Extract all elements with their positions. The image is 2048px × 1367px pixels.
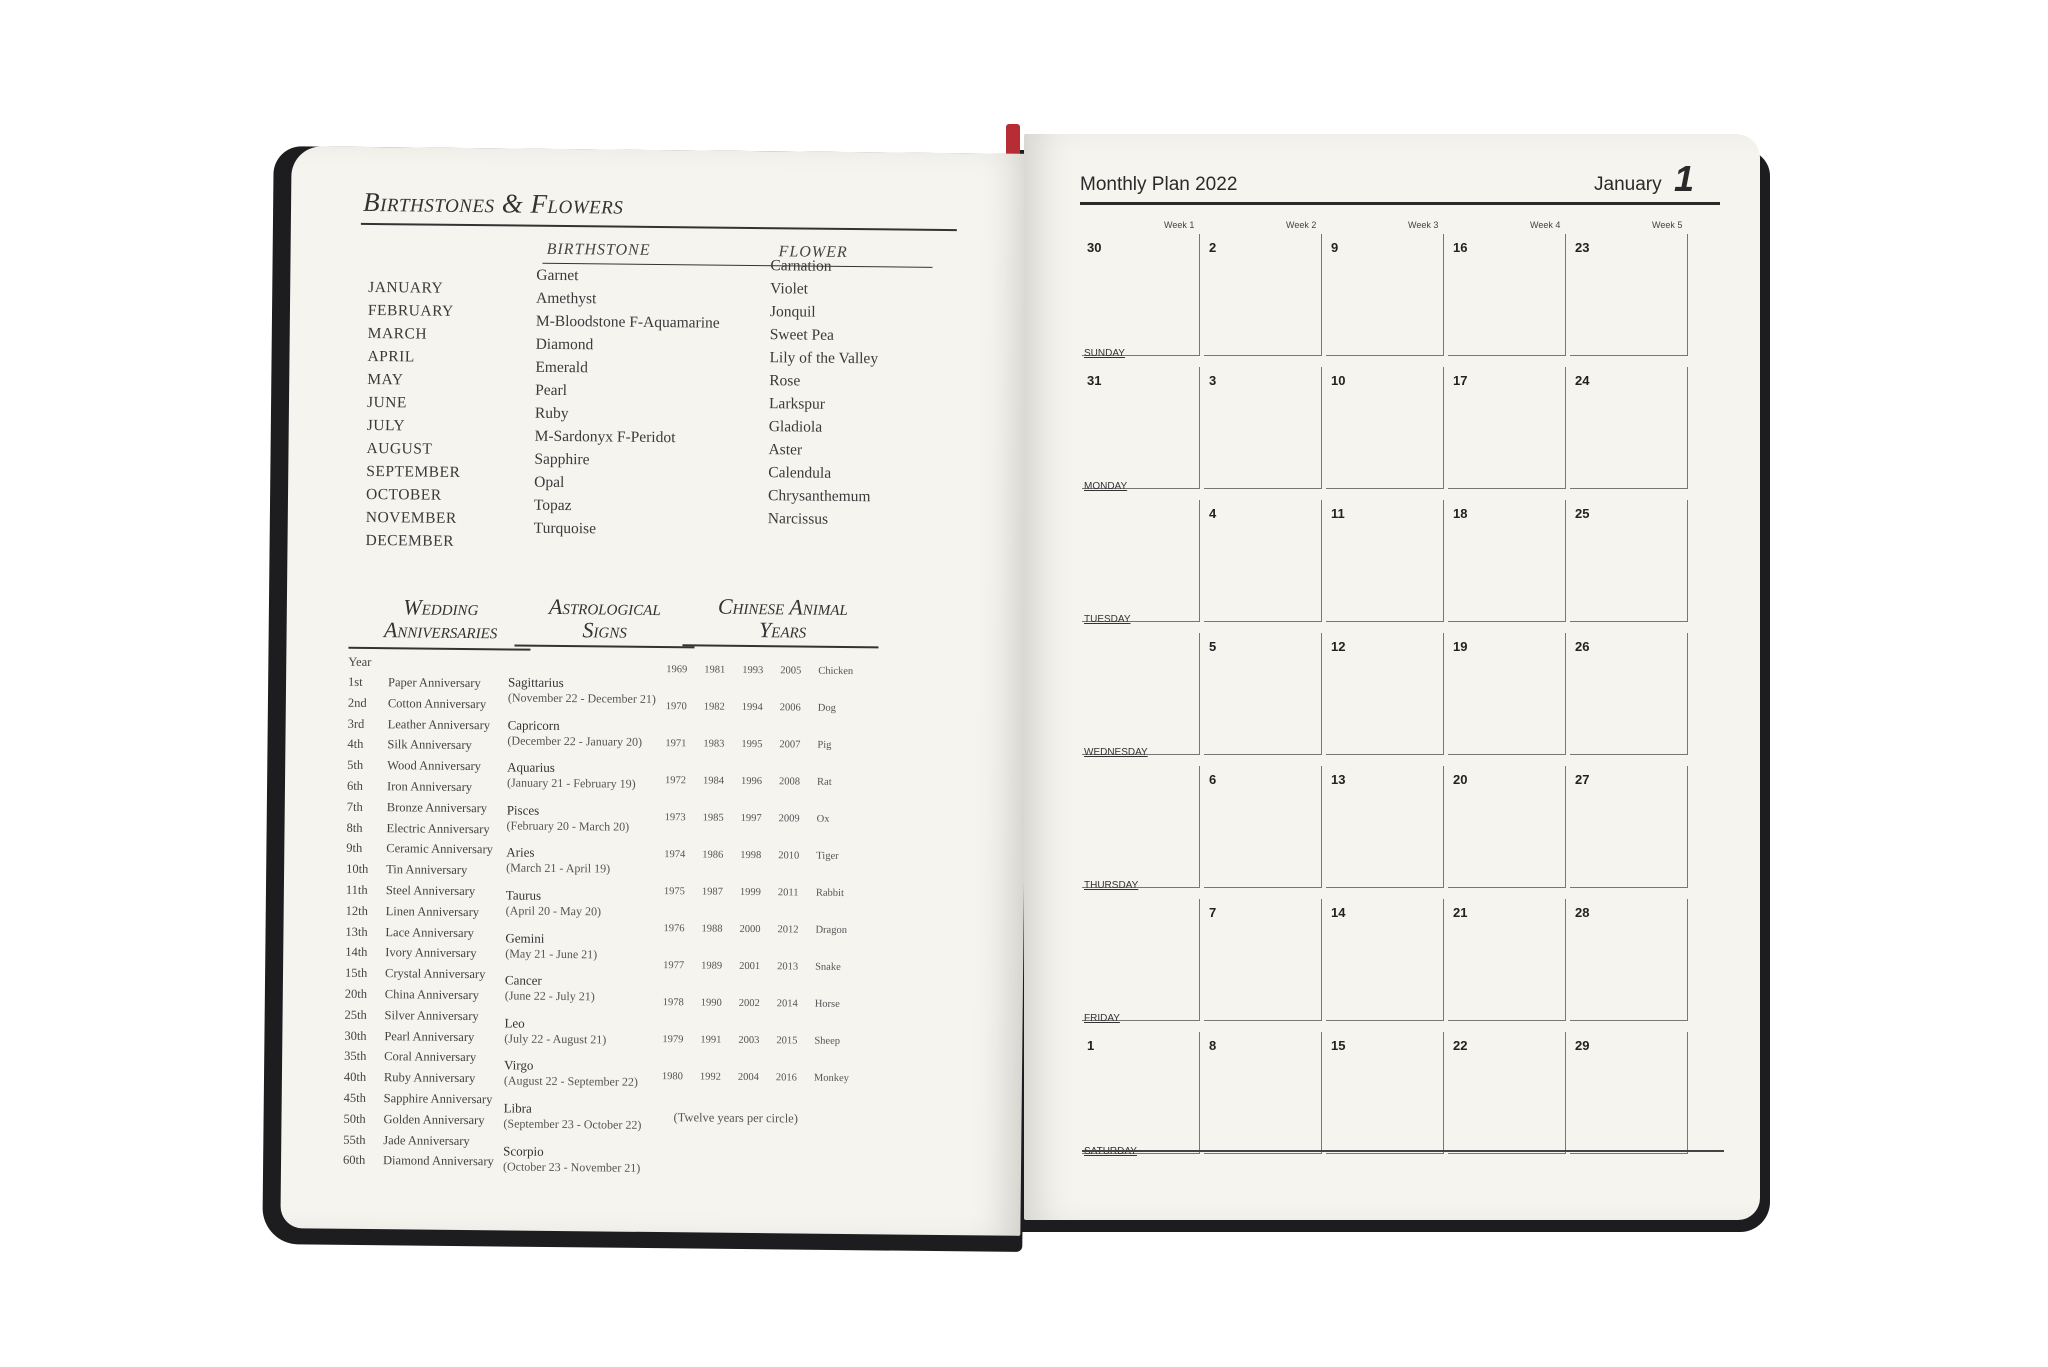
- anniversary-name: Ceramic Anniversary: [386, 841, 493, 857]
- chinese-footnote: (Twelve years per circle): [673, 1110, 799, 1126]
- anniversary-name: Cotton Anniversary: [387, 695, 487, 712]
- chinese-year: 2006: [779, 702, 801, 714]
- chinese-year: 1984: [703, 775, 725, 787]
- month-name: MARCH: [367, 324, 428, 343]
- animal-name: Tiger: [816, 850, 839, 862]
- month-name: MAY: [367, 370, 404, 389]
- sign-name: Scorpio: [503, 1142, 544, 1159]
- chinese-year: 2014: [776, 998, 798, 1010]
- anniversary-year: 5th: [347, 757, 364, 773]
- astrological-sign: [503, 1100, 651, 1144]
- bottom-rule: [1082, 1150, 1724, 1152]
- birthstone-table: [365, 257, 879, 551]
- flower-header: FLOWER: [778, 243, 848, 261]
- anniversary-year: 15th: [344, 965, 368, 981]
- wedding-list: [342, 674, 494, 1174]
- birthstone-name: Ruby: [534, 404, 569, 423]
- day-cell[interactable]: [1204, 234, 1322, 356]
- sign-date-range: (January 21 - February 19): [506, 775, 636, 791]
- astrological-sign: [508, 674, 656, 718]
- weekday-label: SUNDAY: [1084, 348, 1125, 359]
- anniversary-name: Leather Anniversary: [387, 716, 491, 732]
- anniversary-year: 25th: [344, 1007, 367, 1022]
- weekday-label: MONDAY: [1084, 481, 1128, 492]
- animal-name: Dog: [817, 702, 836, 714]
- birthstone-name: Pearl: [535, 381, 568, 400]
- left-page: [280, 146, 1031, 1236]
- anniversary-name: Bronze Anniversary: [386, 799, 488, 816]
- chinese-year: 2016: [775, 1072, 798, 1084]
- anniversary-year: 7th: [346, 799, 363, 814]
- birthstone-name: Amethyst: [536, 289, 597, 308]
- anniversary-year: 13th: [345, 924, 368, 939]
- birthstone-name: M-Bloodstone F-Aquamarine: [535, 312, 720, 332]
- anniversary-year: 50th: [343, 1111, 366, 1126]
- month-name: FEBRUARY: [367, 301, 454, 320]
- day-number: 11: [1331, 506, 1345, 521]
- sign-date-range: (March 21 - April 19): [506, 860, 611, 876]
- day-number: 15: [1331, 1038, 1346, 1053]
- chinese-year: 1990: [700, 997, 722, 1009]
- flower-name: Rose: [769, 372, 801, 390]
- day-cell[interactable]: [1448, 633, 1566, 755]
- day-cell[interactable]: [1204, 899, 1322, 1021]
- flower-name: Violet: [770, 280, 809, 298]
- sign-name: Taurus: [505, 887, 542, 903]
- chinese-year: 1978: [662, 997, 684, 1009]
- wedding-rule: [348, 647, 530, 650]
- chinese-year: 2007: [779, 739, 801, 751]
- chinese-year: 1982: [703, 701, 725, 713]
- day-cell[interactable]: [1326, 500, 1444, 622]
- chinese-year: 1989: [701, 960, 723, 972]
- animal-name: Snake: [815, 961, 841, 973]
- day-number: 23: [1575, 240, 1590, 255]
- chinese-year: 1975: [663, 886, 685, 898]
- sign-name: Leo: [504, 1015, 525, 1031]
- anniversary-year: 12th: [345, 903, 368, 918]
- chinese-year: 2010: [778, 850, 800, 862]
- title-rule: [361, 223, 957, 231]
- week-label: Week 3: [1408, 220, 1439, 230]
- day-cell[interactable]: [1570, 367, 1688, 489]
- day-cell[interactable]: [1570, 234, 1688, 356]
- sign-name: Virgo: [503, 1057, 534, 1074]
- chinese-year: 1996: [741, 775, 763, 788]
- flower-name: Calendula: [768, 464, 832, 482]
- astrological-sign: [505, 973, 653, 1017]
- astrological-sign: [506, 802, 654, 846]
- anniversary-name: Ruby Anniversary: [383, 1070, 476, 1086]
- chinese-year: 1998: [740, 849, 762, 862]
- chinese-year: 1988: [701, 923, 723, 935]
- flower-name: Chrysanthemum: [767, 487, 871, 506]
- anniversary-year: 3rd: [347, 716, 365, 731]
- day-cell[interactable]: [1448, 500, 1566, 622]
- month-name: DECEMBER: [365, 531, 455, 550]
- day-cell[interactable]: [1448, 1032, 1566, 1154]
- astrological-rule: [514, 645, 694, 648]
- monthly-plan-title: Monthly Plan 2022: [1080, 174, 1238, 195]
- flower-name: Sweet Pea: [769, 326, 834, 344]
- sign-date-range: (June 22 - July 21): [504, 988, 595, 1004]
- animal-name: Ox: [816, 813, 830, 825]
- chinese-year: 2012: [777, 924, 799, 936]
- sign-date-range: (August 22 - September 22): [503, 1073, 638, 1090]
- birthstone-name: Diamond: [535, 335, 594, 354]
- day-number: 31: [1087, 373, 1102, 388]
- anniversary-name: Golden Anniversary: [383, 1111, 485, 1127]
- day-number: 20: [1453, 772, 1468, 787]
- day-cell[interactable]: [1570, 633, 1688, 755]
- birthstone-name: Opal: [534, 473, 565, 492]
- flower-name: Jonquil: [769, 303, 816, 321]
- animal-name: Sheep: [814, 1035, 841, 1047]
- flower-name: Narcissus: [767, 510, 829, 528]
- astrological-sign: [507, 717, 655, 761]
- day-cell[interactable]: [1326, 367, 1444, 489]
- anniversary-year: 35th: [344, 1049, 367, 1064]
- astrological-sign: [504, 1058, 652, 1102]
- year-label: Year: [348, 654, 372, 670]
- chinese-year: 1995: [741, 738, 763, 751]
- sign-name: Capricorn: [507, 717, 560, 733]
- animal-name: Dragon: [815, 924, 848, 937]
- anniversary-name: Tin Anniversary: [386, 862, 468, 878]
- day-number: 19: [1453, 639, 1468, 654]
- day-cell[interactable]: [1082, 633, 1200, 755]
- anniversary-year: 2nd: [347, 695, 367, 710]
- chinese-year: 2002: [738, 997, 760, 1010]
- astrological-list: [503, 674, 656, 1187]
- anniversary-name: Sapphire Anniversary: [383, 1091, 493, 1107]
- day-number: 14: [1331, 905, 1346, 920]
- chinese-year: 1977: [663, 960, 685, 972]
- day-number: 6: [1209, 772, 1217, 787]
- anniversary-name: Steel Anniversary: [385, 883, 476, 899]
- astrological-sign: [507, 760, 655, 804]
- chinese-year: 2005: [780, 665, 802, 677]
- anniversary-year: 11th: [345, 882, 368, 897]
- day-number: 10: [1331, 373, 1346, 388]
- chinese-year: 2001: [739, 960, 761, 973]
- day-cell[interactable]: [1326, 633, 1444, 755]
- anniversary-name: China Anniversary: [384, 987, 479, 1003]
- day-number: 17: [1453, 373, 1468, 388]
- week-label: Week 4: [1530, 220, 1561, 230]
- anniversary-year: 10th: [346, 861, 369, 877]
- header-rule: [1080, 202, 1720, 205]
- day-number: 9: [1331, 240, 1339, 255]
- astrological-sign: [504, 1015, 652, 1059]
- birthstone-name: Garnet: [536, 266, 579, 285]
- astrological-title: Astrological Signs: [548, 593, 661, 643]
- chinese-year: 1991: [700, 1034, 722, 1046]
- chinese-year: 1979: [662, 1034, 684, 1046]
- chinese-year: 2004: [737, 1071, 760, 1084]
- chinese-year: 2003: [738, 1034, 760, 1047]
- day-cell[interactable]: [1082, 1032, 1200, 1154]
- day-cell[interactable]: [1204, 500, 1322, 622]
- day-number: 22: [1453, 1038, 1468, 1053]
- chinese-year: 1970: [665, 701, 687, 713]
- animal-name: Pig: [817, 739, 832, 751]
- birthstone-name: M-Sardonyx F-Peridot: [534, 427, 676, 447]
- anniversary-year: 40th: [343, 1069, 367, 1085]
- day-cell[interactable]: [1326, 1032, 1444, 1154]
- chinese-year: 1985: [702, 812, 724, 824]
- anniversary-year: 55th: [343, 1132, 366, 1147]
- chinese-rule: [682, 644, 878, 648]
- flower-name: Gladiola: [768, 418, 823, 436]
- sign-date-range: (July 22 - August 21): [504, 1031, 607, 1047]
- anniversary-year: 20th: [344, 986, 368, 1001]
- animal-name: Rat: [816, 776, 832, 788]
- chinese-year: 2015: [776, 1035, 798, 1047]
- astrological-sign: [505, 930, 653, 974]
- sign-name: Cancer: [504, 972, 542, 988]
- day-cell[interactable]: [1204, 633, 1322, 755]
- sign-date-range: (April 20 - May 20): [505, 903, 602, 919]
- sign-name: Sagittarius: [508, 674, 564, 691]
- day-number: 25: [1575, 506, 1590, 521]
- chinese-years-list: [661, 664, 854, 1108]
- day-cell[interactable]: [1570, 766, 1688, 888]
- day-number: 28: [1575, 905, 1590, 920]
- anniversary-year: 14th: [345, 945, 368, 960]
- day-cell[interactable]: [1082, 234, 1200, 356]
- anniversary-name: Linen Anniversary: [385, 903, 480, 919]
- anniversary-year: 9th: [346, 841, 363, 856]
- animal-name: Rabbit: [815, 887, 844, 899]
- sign-name: Aries: [506, 844, 535, 861]
- chinese-year: 1999: [739, 886, 761, 899]
- day-number: 8: [1209, 1038, 1217, 1053]
- chinese-year: 1994: [741, 701, 763, 714]
- anniversary-name: Lace Anniversary: [385, 924, 475, 940]
- chinese-year: 1986: [702, 849, 724, 861]
- flower-name: Lily of the Valley: [769, 349, 879, 368]
- month-number: 1: [1674, 158, 1695, 199]
- sign-date-range: (December 22 - January 20): [507, 733, 643, 749]
- anniversary-name: Paper Anniversary: [388, 675, 481, 691]
- chinese-year: 1993: [742, 664, 764, 677]
- anniversary-name: Crystal Anniversary: [384, 966, 486, 982]
- week-label: Week 1: [1164, 220, 1195, 230]
- weekday-label: TUESDAY: [1084, 614, 1131, 625]
- day-cell[interactable]: [1570, 500, 1688, 622]
- sign-date-range: (May 21 - June 21): [505, 945, 598, 961]
- day-number: 21: [1453, 905, 1468, 920]
- sign-name: Libra: [503, 1100, 532, 1116]
- anniversary-name: Diamond Anniversary: [382, 1153, 494, 1169]
- anniversary-name: Electric Anniversary: [386, 820, 490, 836]
- day-cell[interactable]: [1448, 766, 1566, 888]
- day-number: 27: [1575, 772, 1590, 787]
- anniversary-year: 6th: [346, 778, 364, 793]
- anniversary-name: Coral Anniversary: [384, 1049, 477, 1065]
- chinese-year: 2008: [778, 776, 801, 788]
- day-number: 29: [1575, 1038, 1590, 1053]
- anniversary-name: Pearl Anniversary: [384, 1028, 475, 1044]
- anniversary-name: Silk Anniversary: [387, 737, 472, 753]
- wedding-title: Wedding Anniversaries: [383, 594, 498, 644]
- day-number: 16: [1453, 240, 1468, 255]
- right-page: [1024, 134, 1760, 1220]
- day-number: 30: [1087, 240, 1102, 255]
- chinese-year: 1997: [740, 812, 762, 825]
- astrological-sign: [503, 1143, 651, 1187]
- month-name: APRIL: [367, 347, 415, 366]
- weekday-label: WEDNESDAY: [1084, 747, 1148, 758]
- day-cell[interactable]: [1448, 899, 1566, 1021]
- sign-date-range: (October 23 - November 21): [502, 1158, 641, 1175]
- birthstone-name: Turquoise: [533, 519, 597, 538]
- flower-name: Larkspur: [768, 395, 826, 413]
- chinese-year: 1971: [665, 738, 687, 750]
- chinese-year: 1973: [664, 812, 686, 824]
- month-name: NOVEMBER: [365, 508, 457, 527]
- day-number: 26: [1575, 639, 1590, 654]
- day-number: 2: [1209, 240, 1217, 255]
- day-cell[interactable]: [1570, 899, 1688, 1021]
- birthstone-name: Sapphire: [534, 450, 590, 469]
- birthstone-name: Emerald: [535, 358, 588, 377]
- chinese-year: 1987: [701, 886, 723, 898]
- day-cell[interactable]: [1204, 766, 1322, 888]
- anniversary-name: Iron Anniversary: [386, 779, 473, 795]
- day-cell[interactable]: [1204, 1032, 1322, 1154]
- birthstones-title: Birthstones & Flowers: [362, 186, 624, 220]
- birthstone-header: BIRTHSTONE: [546, 240, 651, 259]
- chinese-year: 1980: [661, 1071, 684, 1083]
- day-number: 13: [1331, 772, 1346, 787]
- day-cell[interactable]: [1082, 899, 1200, 1021]
- chinese-year: 2011: [777, 887, 799, 899]
- chinese-year: 2000: [739, 923, 761, 936]
- anniversary-year: 30th: [344, 1028, 367, 1043]
- week-label: Week 2: [1286, 220, 1317, 230]
- month-name: JULY: [366, 416, 406, 435]
- anniversary-year: 8th: [346, 820, 363, 835]
- month-name: OCTOBER: [365, 485, 442, 504]
- chinese-year: 2013: [777, 961, 799, 973]
- day-cell[interactable]: [1448, 234, 1566, 356]
- sign-date-range: (September 23 - October 22): [503, 1116, 642, 1132]
- sign-name: Aquarius: [507, 759, 555, 776]
- astrological-sign: [506, 845, 654, 889]
- anniversary-name: Jade Anniversary: [383, 1132, 470, 1148]
- month-name: SEPTEMBER: [366, 462, 461, 481]
- flower-name: Carnation: [770, 257, 832, 275]
- chinese-title: Chinese Animal Years: [717, 593, 848, 643]
- day-number: 24: [1575, 373, 1590, 388]
- day-number: 5: [1209, 639, 1217, 654]
- day-cell[interactable]: [1570, 1032, 1688, 1154]
- sign-date-range: (February 20 - March 20): [506, 818, 630, 834]
- birthstone-name: Topaz: [533, 496, 572, 515]
- animal-name: Horse: [814, 998, 840, 1010]
- sign-name: Pisces: [506, 802, 540, 818]
- day-cell[interactable]: [1204, 367, 1322, 489]
- day-cell[interactable]: [1326, 899, 1444, 1021]
- day-cell[interactable]: [1082, 367, 1200, 489]
- month-name: JANUARY: [368, 278, 444, 297]
- day-number: 12: [1331, 639, 1346, 654]
- chinese-year: 1969: [666, 664, 688, 676]
- day-number: 7: [1209, 905, 1217, 920]
- animal-name: Monkey: [813, 1072, 850, 1085]
- chinese-year: 1972: [665, 775, 687, 787]
- flower-name: Aster: [768, 441, 803, 459]
- anniversary-year: 4th: [347, 737, 364, 752]
- day-cell[interactable]: [1326, 766, 1444, 888]
- animal-name: Chicken: [818, 665, 854, 678]
- weekday-label: THURSDAY: [1084, 880, 1139, 891]
- chinese-year: 2009: [778, 813, 800, 825]
- chinese-year: 1983: [703, 738, 725, 750]
- chinese-year: 1976: [663, 923, 685, 935]
- chinese-year: 1981: [704, 664, 726, 676]
- day-number: 3: [1209, 373, 1217, 388]
- anniversary-name: Wood Anniversary: [387, 758, 482, 774]
- week-label: Week 5: [1652, 220, 1683, 230]
- day-number: 4: [1209, 506, 1217, 521]
- chinese-year: 1992: [699, 1071, 722, 1083]
- day-cell[interactable]: [1448, 367, 1566, 489]
- sign-date-range: (November 22 - December 21): [507, 690, 656, 706]
- anniversary-name: Ivory Anniversary: [385, 945, 477, 961]
- sign-name: Gemini: [505, 929, 545, 946]
- day-cell[interactable]: [1082, 766, 1200, 888]
- month-name: AUGUST: [366, 439, 433, 458]
- anniversary-year: 45th: [343, 1090, 367, 1105]
- weekday-label: FRIDAY: [1084, 1013, 1120, 1024]
- astrological-sign: [505, 887, 653, 931]
- day-number: 1: [1087, 1038, 1095, 1053]
- day-cell[interactable]: [1326, 234, 1444, 356]
- chinese-year: 1974: [664, 849, 686, 861]
- anniversary-year: 1st: [348, 674, 363, 689]
- day-cell[interactable]: [1082, 500, 1200, 622]
- month-name: JUNE: [366, 393, 407, 412]
- anniversary-year: 60th: [342, 1153, 366, 1168]
- month-label: January: [1594, 174, 1662, 195]
- day-number: 18: [1453, 506, 1468, 521]
- anniversary-name: Silver Anniversary: [384, 1007, 479, 1023]
